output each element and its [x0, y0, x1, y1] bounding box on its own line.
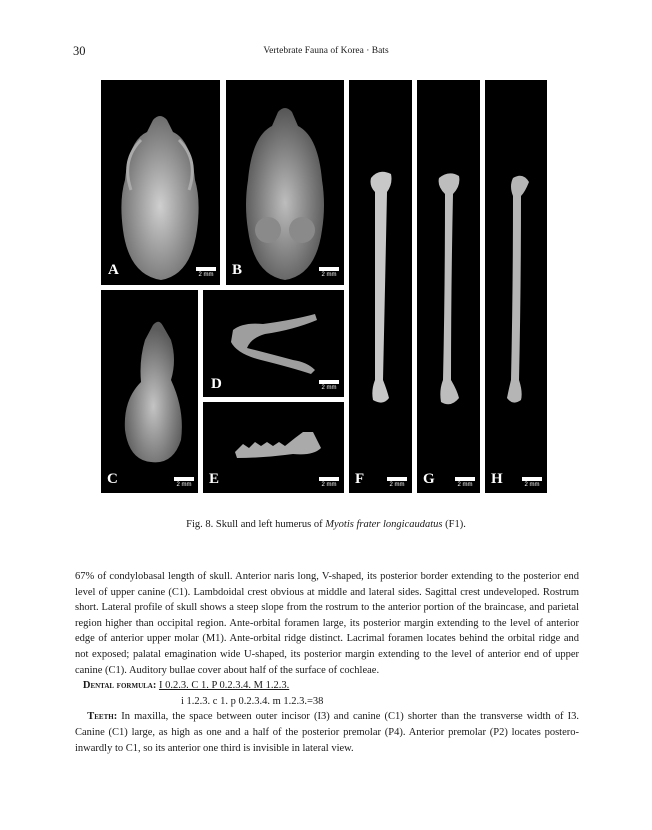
panel-label: H — [491, 471, 503, 487]
panel-label: D — [211, 376, 222, 392]
humerus-anterior-image — [349, 80, 412, 493]
running-head: Vertebrate Fauna of Korea · Bats — [263, 46, 389, 56]
humerus-lateral-image — [485, 80, 547, 493]
humerus-posterior-image — [417, 80, 480, 493]
dental-formula-label: Dental formula: — [82, 680, 157, 692]
teeth-paragraph: Teeth: In maxilla, the space between outer incisor (I3) and canine (C1) shorter than the transverse width of I3. Canine (C1) large, as high as one and a half of the posterior premolar (P4). Anterior premolar (P2) locates postero-inwardly to C1, so its anterior one third is invisible in lateral view. — [75, 711, 579, 754]
teeth-label: Teeth: — [87, 711, 118, 723]
figure-panel-d — [203, 290, 344, 397]
body-text — [75, 569, 579, 756]
figure-caption: Fig. 8. Skull and left humerus of Myotis frater longicaudatus (F1). — [186, 519, 466, 530]
paragraph: 67% of condylobasal length of skull. Anterior naris long, V-shaped, its posterior border extending to the posterior end level of upper canine (C1). Lambdoidal crest obvious at middle and lateral sides. Sagittal crest undeveloped. Rostrum short. Lateral profile of skull shows a steep slope from the rostrum to the anterior portion of the braincase, and parietal region higher than occipital region. Ante-orbital foramen large, its posterior margin extending to the level of anterior edge of anterior upper molar (M1). Ante-orbital ridge distinct. Lacrimal foramen locates behind the orbital ridge and not exposed; palatal emagination wide U-shaped, its posterior margin extending to the level of anterior end of upper canine (C1). Auditory bullae cover about half of the surface of cochleae. — [75, 571, 579, 676]
dental-formula-lower: i 1.2.3. c 1. p 0.2.3.4. m 1.2.3.=38 — [181, 695, 324, 707]
figure-panel-g — [417, 80, 480, 493]
skull-lateral-image — [101, 290, 198, 493]
panel-label: E — [209, 471, 220, 487]
skull-ventral-image — [226, 80, 344, 285]
figure-panel-h — [485, 80, 547, 493]
skull-dorsal-image — [101, 80, 220, 285]
panel-label: A — [108, 262, 119, 278]
figure-panel-e — [203, 402, 344, 493]
scale-bar: 2 mm — [316, 267, 342, 281]
dental-formula-upper: I 0.2.3. C 1. P 0.2.3.4. M 1.2.3. — [158, 680, 290, 692]
figure-panel-f — [349, 80, 412, 493]
figure-panel-a — [101, 80, 220, 285]
scale-bar: 2 mm — [384, 477, 410, 491]
figure-panel-b — [226, 80, 344, 285]
scale-bar: 2 mm — [452, 477, 478, 491]
scale-bar: 2 mm — [316, 477, 342, 491]
scale-bar: 2 mm — [316, 380, 342, 394]
panel-label: B — [232, 262, 243, 278]
species-name: Myotis frater longicaudatus — [325, 519, 443, 530]
dental-formula — [75, 678, 579, 694]
scale-bar: 2 mm — [519, 477, 545, 491]
panel-label: G — [423, 471, 435, 487]
scale-bar: 2 mm — [171, 477, 197, 491]
panel-label: F — [355, 471, 365, 487]
scale-bar: 2 mm — [193, 267, 219, 281]
page-number: 30 — [73, 44, 86, 58]
panel-label: C — [107, 471, 118, 487]
figure-panel-c — [101, 290, 198, 493]
